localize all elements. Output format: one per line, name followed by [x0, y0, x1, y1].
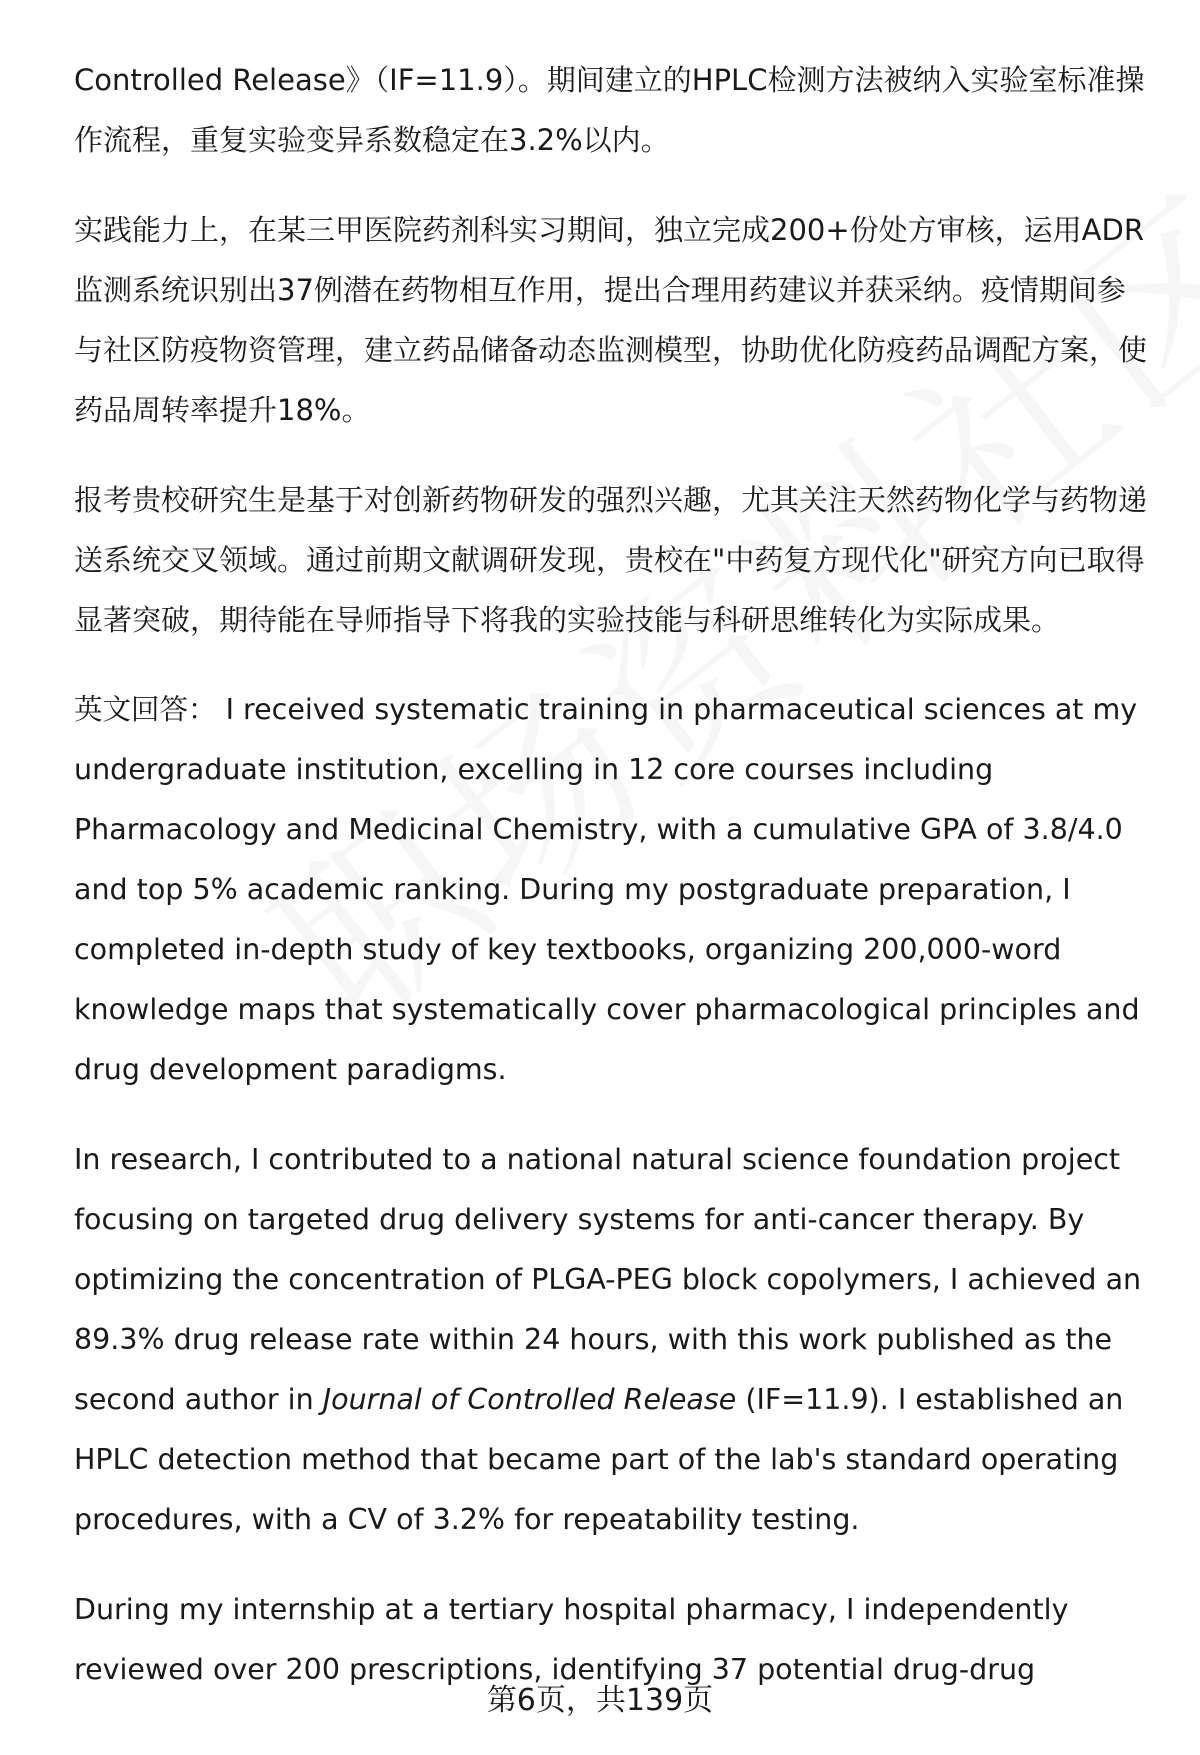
paragraph-zh-1: Controlled Release》（IF=11.9）。期间建立的HPLC检测方法被纳入实验室标准操作流程，重复实验变异系数稳定在3.2%以内。	[74, 63, 1145, 157]
paragraph-zh-2: 实践能力上，在某三甲医院药剂科实习期间，独立完成200+份处方审核，运用ADR监测系统识别出37例潜在药物相互作用，提出合理用药建议并获采纳。疫情期间参与社区防疫物资管理，建立药品储备动态监测模型，协助优化防疫药品调配方案，使药品周转率提升18%。	[74, 213, 1148, 427]
english-paragraph-1-text: I received systematic training in pharmaceutical sciences at my undergraduate institution, excelling in 12 core courses including Pharmacology and Medicinal Chemistry, with a cumulative GPA of 3.8/4.0 and top 5% academic ranking. During my postgraduate preparation, I completed in-depth study of key textbooks, organizing 200,000-word knowledge maps that systematically cover pharmacological principles and drug development paradigms.	[74, 693, 1140, 1086]
document-body	[74, 50, 1154, 1730]
page-number-footer: 第6页，共139页	[486, 1683, 714, 1718]
english-paragraph-2-after: (IF=11.9). I established an HPLC detection method that became part of the lab's standard operating procedures, with a CV of 3.2% for repeatability testing.	[74, 1383, 1124, 1536]
paragraph-zh-3: 报考贵校研究生是基于对创新药物研发的强烈兴趣，尤其关注天然药物化学与药物递送系统交叉领域。通过前期文献调研发现，贵校在"中药复方现代化"研究方向已取得显著突破，期待能在导师指导下将我的实验技能与科研思维转化为实际成果。	[74, 483, 1148, 637]
paragraph-en-2	[74, 1130, 1154, 1550]
paragraph-en-3: During my internship at a tertiary hospital pharmacy, I independently reviewed over 200 prescriptions, identifying 37 potential drug-drug	[74, 1593, 1069, 1686]
paragraph-en-1	[74, 680, 1154, 1100]
english-answer-label: 英文回答：	[74, 693, 217, 726]
english-paragraph-2-before: In research, I contributed to a national natural science foundation project focusing on targeted drug delivery systems for anti-cancer therapy. By optimizing the concentration of PLGA-PEG block copolymers, I achieved an 89.3% drug release rate within 24 hours, with this work published as the second author in	[74, 1143, 1142, 1416]
journal-title: Journal of Controlled Release	[322, 1383, 737, 1416]
